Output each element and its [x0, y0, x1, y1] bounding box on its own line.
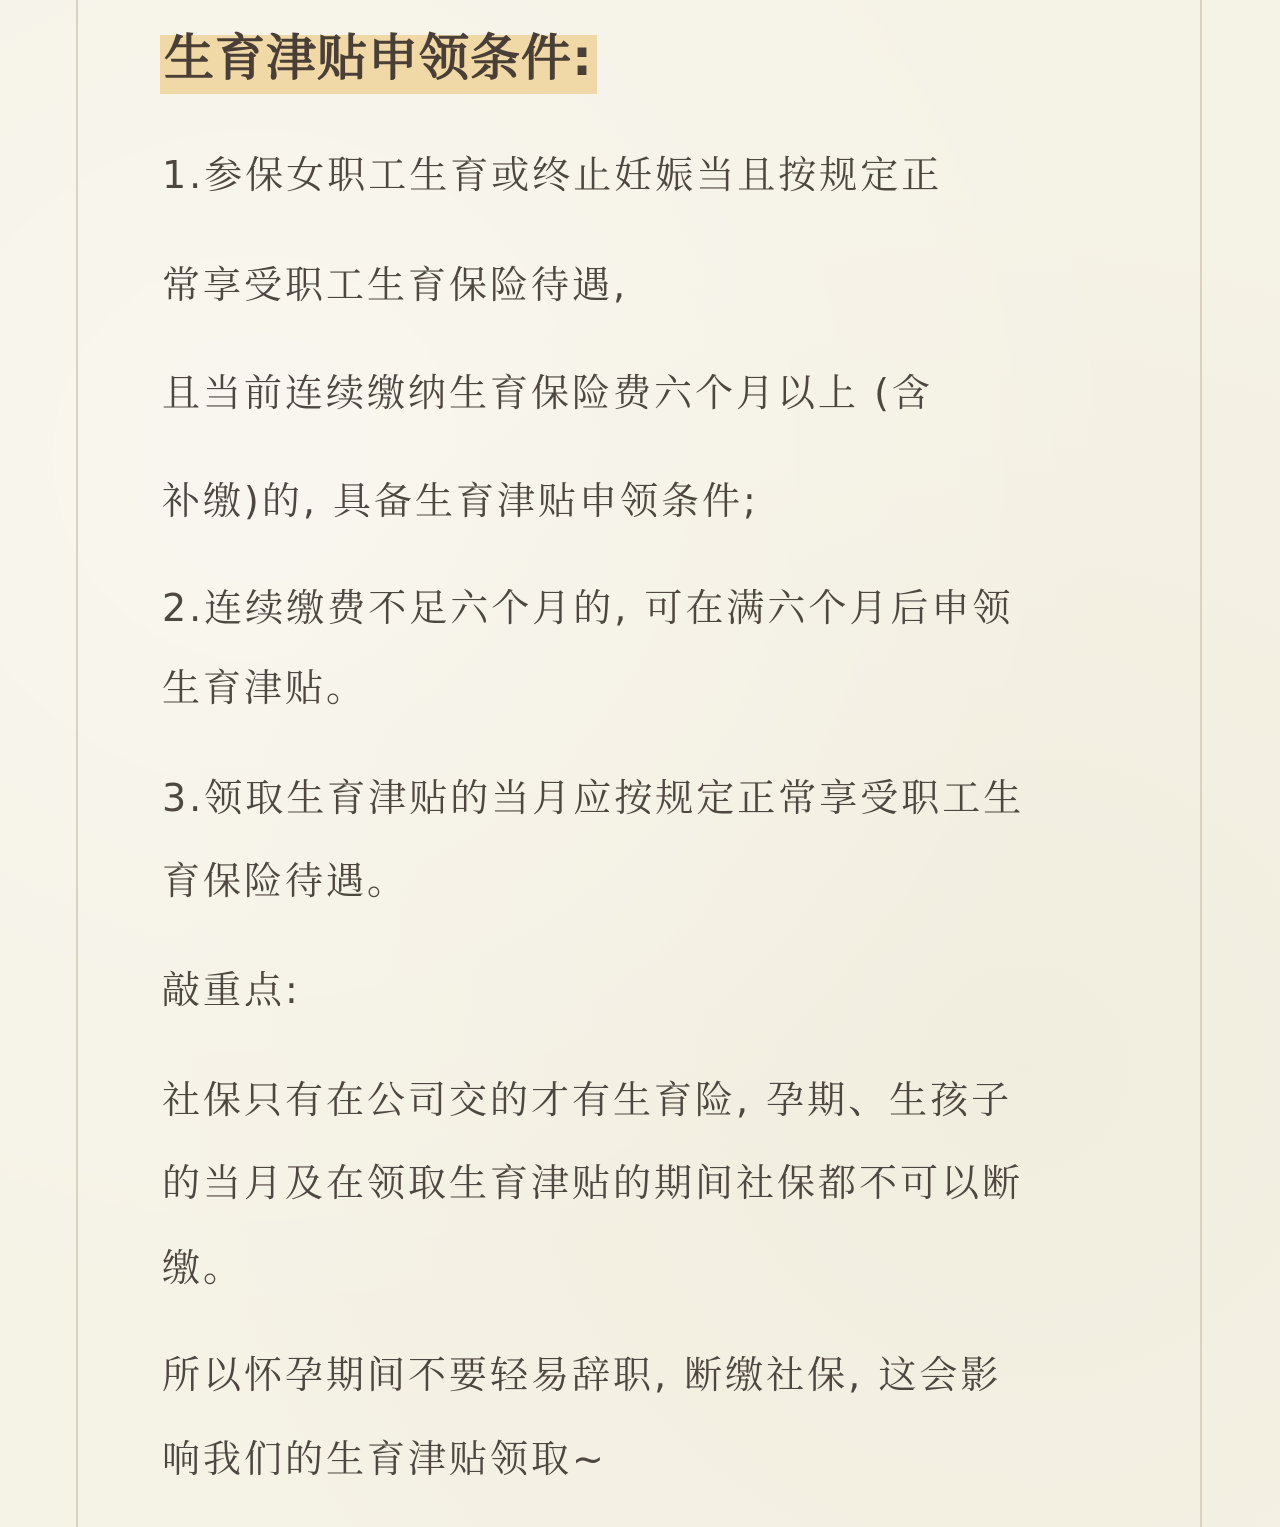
text-line: 响我们的生育津贴领取~: [162, 1437, 607, 1481]
text-line: 缴。: [162, 1246, 245, 1290]
text-line: 所以怀孕期间不要轻易辞职, 断缴社保, 这会影: [162, 1353, 1002, 1397]
text-line: 且当前连续缴纳生育保险费六个月以上 (含: [162, 371, 933, 415]
right-margin-rule: [1200, 0, 1202, 1527]
text-line: 的当月及在领取生育津贴的期间社保都不可以断: [162, 1161, 1024, 1205]
page-title: 生育津贴申领条件:: [160, 22, 597, 94]
text-line: 育保险待遇。: [162, 859, 409, 903]
text-line: 社保只有在公司交的才有生育险, 孕期、生孩子: [162, 1078, 1013, 1122]
key-points-heading: 敲重点:: [162, 968, 301, 1012]
text-line: 生育津贴。: [162, 666, 368, 710]
text-line: 补缴)的, 具备生育津贴申领条件;: [162, 479, 759, 523]
text-line: 2.连续缴费不足六个月的, 可在满六个月后申领: [162, 586, 1014, 630]
text-line: 3.领取生育津贴的当月应按规定正常享受职工生: [162, 776, 1025, 820]
text-line: 1.参保女职工生育或终止妊娠当且按规定正: [162, 153, 943, 197]
text-line: 常享受职工生育保险待遇,: [162, 263, 629, 307]
left-margin-rule: [76, 0, 78, 1527]
